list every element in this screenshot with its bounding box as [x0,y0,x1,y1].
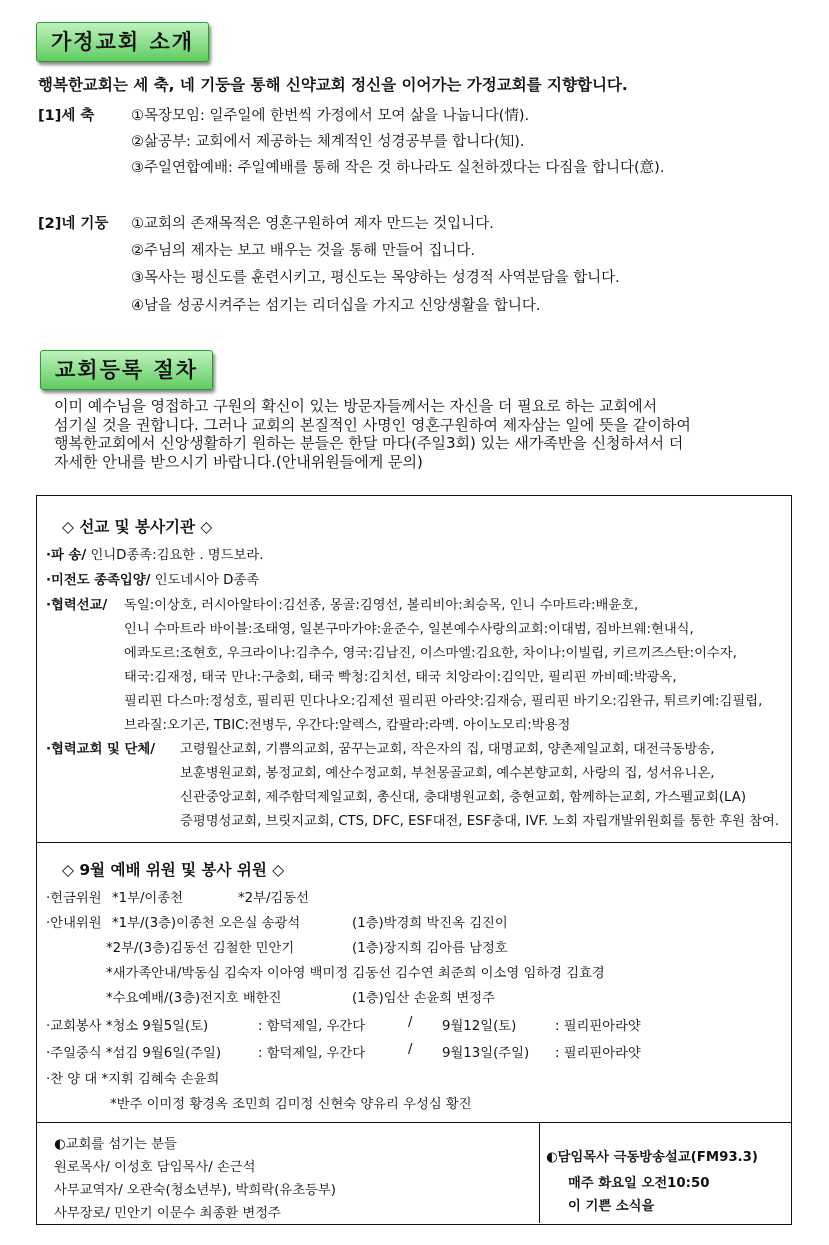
service-second-date: 9월12일(토) [442,1019,517,1034]
servers-staff: 사무교역자/ 오관숙(청소년부), 박희락(유초등부) [54,1183,336,1198]
church-line: 신관중앙교회, 제주함덕제일교회, 총신대, 충대병원교회, 충현교회, 함께하는교회, 가스펠교회(LA) [180,790,747,805]
offering-first: *1부/이종천 [112,891,183,906]
axis-item: ①목장모임: 일주일에 한번씩 가정에서 모여 삶을 나눕니다(情). [131,108,530,124]
unreached-row [46,569,259,588]
usher-1-first-floor: (1층)박경희 박진옥 김진이 [352,916,508,931]
axis-item: ③주일연합예배: 주일예배를 통해 작은 것 하나라도 실천하겠다는 다짐을 합니다(意). [131,160,665,176]
wednesday-first-floor: (1층)임산 손윤희 변정주 [352,991,495,1006]
section-title-registration: 교회등록 절차 [40,350,213,390]
dispatch-label: ·파 송/ [46,548,87,563]
service-second: : 필리핀아라얏 [555,1019,641,1034]
divider [36,1122,792,1123]
church-line: 증평명성교회, 브릿지교회, CTS, DFC, ESF대전, ESF충대, IVF. 노회 자립개발위원회를 통한 후원 참여. [180,814,780,829]
lunch-label: ·주일중식 *섬김 9월6일(주일) [46,1046,222,1061]
broadcast-title: 이 기쁜 소식을 [568,1199,655,1214]
registration-line: 이미 예수님을 영접하고 구원의 확신이 있는 방문자들께서는 자신을 더 필요로 하는 교회에서 [54,397,658,415]
choir-accompanist: *반주 이미정 황경옥 조민희 김미정 신현숙 양유리 우성심 황진 [110,1097,472,1112]
section-title-house-church: 가정교회 소개 [36,22,209,62]
partner-line: 인니 수마트라 바이블:조태영, 일본구마가야:윤준수, 일본예수사랑의교회:이대범, 짐바브웨:현내식, [124,622,694,637]
unreached-label: ·미전도 종족입양/ [46,573,151,588]
usher-2-third-floor: *2부/(3층)김동선 김철한 민안기 [106,941,295,956]
servers-elders: 사무장로/ 민안기 이문수 최종환 변정주 [54,1206,281,1221]
pillar-item: ②주님의 제자는 보고 배우는 것을 통해 만들어 집니다. [131,243,476,259]
pillar-item: ①교회의 존재목적은 영혼구원하여 제자 만드는 것입니다. [131,216,494,232]
divider [36,842,792,843]
lunch-second: : 필리핀아라얏 [555,1046,641,1061]
usher-1-third-floor: *1부/(3층)이종천 오은실 송광석 [112,916,301,931]
dispatch-row [46,544,263,563]
church-line: 고령월산교회, 기쁨의교회, 꿈꾸는교회, 작은자의 집, 대명교회, 양촌제일교회, 대전극동방송, [180,742,715,757]
usher-label: ·안내위원 [46,916,102,931]
offering-label: ·헌금위원 [46,891,102,906]
lunch-slash: / [408,1042,413,1057]
registration-text [54,397,754,471]
servers-heading: ◐교회를 섬기는 분들 [54,1137,177,1152]
lunch-second-date: 9월13일(주일) [442,1046,530,1061]
pillar-item: ③목사는 평신도를 훈련시키고, 평신도는 목양하는 성경적 사역분담을 합니다. [131,270,620,286]
partner-line: 필리핀 다스마:정성호, 필리핀 민다나오:김제선 필리핀 아라얏:김재승, 필리핀 바기오:김완규, 튀르키예:김필립, [124,694,763,709]
offering-second: *2부/김동선 [238,891,309,906]
worship-heading: ◇ 9월 예배 위원 및 봉사 위원 ◇ [62,861,285,879]
churches-label: ·협력교회 및 단체/ [46,742,156,757]
usher-2-first-floor: (1층)장지희 김아름 남정호 [352,941,508,956]
axis-item: ②삶공부: 교회에서 제공하는 체계적인 성경공부를 합니다(知). [131,134,525,150]
partners-label: ·협력선교/ [46,598,108,613]
church-line: 보훈병원교회, 봉정교회, 예산수정교회, 부천몽골교회, 예수본향교회, 사랑의 집, 성서유니온, [180,766,715,781]
partner-line: 태국:김재정, 태국 만나:구충회, 태국 빡청:김치선, 태국 치앙라이:김익만, 필리핀 까비떼:박광옥, [124,670,677,685]
registration-line: 섬기실 것을 권합니다. 그러나 교회의 본질적인 사명인 영혼구원하여 제자삼는 일에 뜻을 같이하여 [54,415,691,434]
servers-pastors: 원로목사/ 이성호 담임목사/ 손근석 [54,1160,256,1175]
partner-line: 에콰도르:조현호, 우크라이나:김추수, 영국:김남진, 이스마엘:김요한, 차이나:이빌립, 키르끼즈스탄:이수자, [124,646,737,661]
partner-line: 브라질:오기곤, TBIC:전병두, 우간다:알렉스, 캄팔라:라멕. 아이노모리:박용정 [124,718,571,733]
service-label: ·교회봉사 *청소 9월5일(토) [46,1019,209,1034]
service-first: : 함덕제일, 우간다 [258,1019,366,1034]
partner-line: 독일:이상호, 러시아알타이:김선종, 몽골:김영선, 볼리비아:최승목, 인니 수마트라:배윤호, [124,598,639,613]
dispatch-value: 인니D종족:김요한 . 명드보라. [90,548,264,563]
three-axes-label: [1]세 축 [38,108,95,124]
four-pillars-label: [2]네 기둥 [38,216,109,232]
lunch-first: : 함덕제일, 우간다 [258,1046,366,1061]
choir-conductor: ·찬 양 대 *지휘 김혜숙 손윤희 [46,1072,220,1087]
broadcast-time: 매주 화요일 오전10:50 [568,1176,710,1191]
registration-line: 행복한교회에서 신앙생활하기 원하는 분들은 한달 마다(주일3회) 있는 새가족반을 신청하셔서 더 [54,434,684,452]
pillar-item: ④남을 성공시켜주는 섬기는 리더십을 가지고 신앙생활을 합니다. [131,298,541,314]
intro-heading: 행복한교회는 세 축, 네 기둥을 통해 신약교회 정신을 이어가는 가정교회를 지향합니다. [38,76,628,94]
registration-line: 자세한 안내를 받으시기 바랍니다.(안내위원들에게 문의) [54,452,423,471]
newfamily-guide: *새가족안내/박동심 김숙자 이아영 백미정 김동선 김수연 최준희 이소영 임하경 김효경 [106,966,605,981]
broadcast-heading: ◐담임목사 극동방송설교(FM93.3) [546,1150,758,1165]
mission-heading: ◇ 선교 및 봉사기관 ◇ [62,518,213,536]
service-slash: / [408,1015,413,1030]
footer-divider [539,1122,540,1223]
unreached-value: 인도네시아 D종족 [154,573,260,588]
wednesday-third-floor: *수요예배/(3층)전지호 배한진 [106,991,282,1006]
